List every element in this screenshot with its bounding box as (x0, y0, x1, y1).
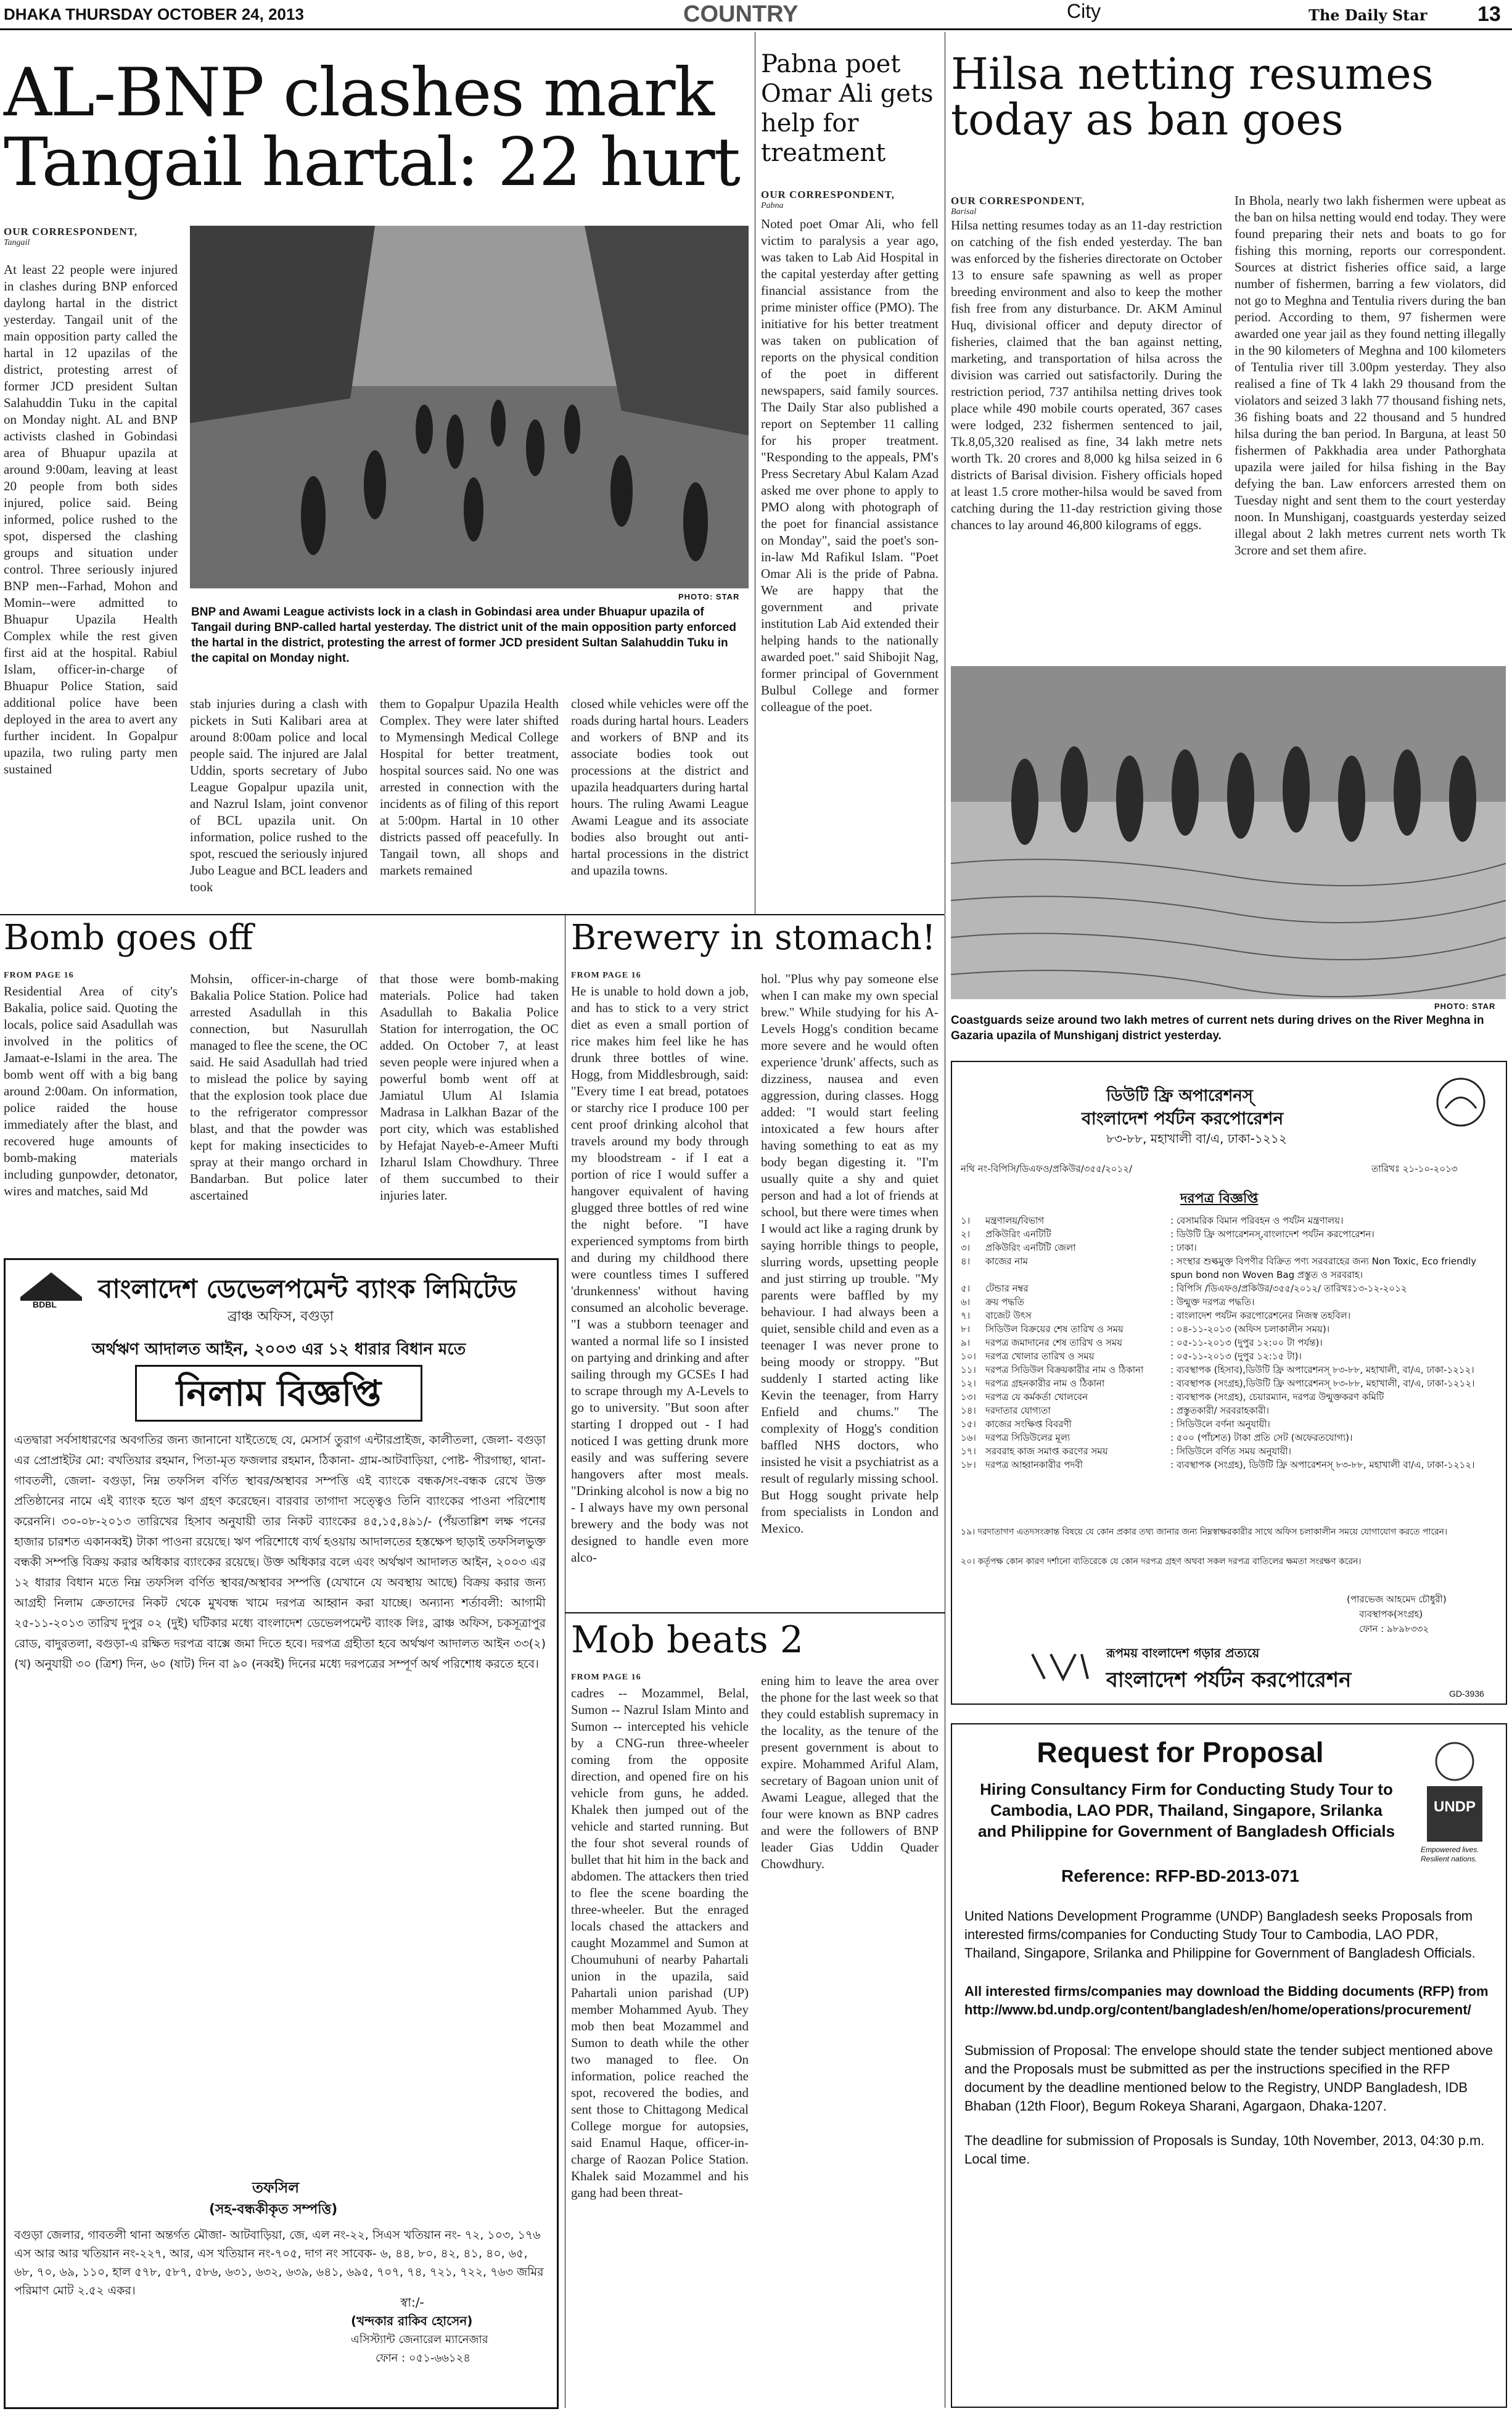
story1-col2: stab injuries during a clash with pickets in Suti Kalibari area at around 8:00am police and local people said. The injured are Jalal Uddin, sports secretary of Jubo League Gopalpur upazila unit, and Nazrul Islam, joint convenor of BCL upazila unit. On information, police rushed to the spot, rescued the seriously injured Jubo League and BCL leaders and took (190, 696, 368, 894)
story3-place: Barisal (951, 207, 977, 216)
tender-cell: দরদাতার যোগ্যতা (985, 1405, 1051, 1416)
tender-row (961, 1404, 1497, 1417)
tender-cell: : ব্যবস্থাপক (সংগ্রহ), চেয়ারম্যান, দরপত্র উন্মুক্তকরণ কমিটি (1170, 1391, 1384, 1403)
tender-cell: : বিপিসি /ডিএফও/প্রকিউর/৩৫৫/২০১২/ তারিখঃ১৩-১২-২০১২ (1170, 1283, 1407, 1294)
tender-cell: দরপত্র জমাদানের শেষ তারিখ ও সময় (985, 1337, 1123, 1348)
undp-rfp-ad (951, 1723, 1507, 2408)
story1-place: Tangail (4, 238, 30, 247)
tender-cell: ১৬। (961, 1432, 976, 1443)
undp-logo-text: UNDP (1433, 1798, 1476, 1815)
tender-row (961, 1241, 1497, 1254)
undp-para1: United Nations Development Programme (UNDP) Bangladesh seeks Proposals from interested firms/companies for Conducting Study Tour to Cambodia, LAO PDR, Thailand, Singapore, Srilanka and Philippine for Government of Bangladesh Officials. (964, 1908, 1476, 1961)
tender-cell: : ০৫-১১-২০১৩ (দুপুর ১২:১৫ টা)। (1170, 1351, 1302, 1362)
story3-byline (951, 195, 1198, 217)
bdbl-branch: ব্রাঞ্চ অফিস, বগুড়া (228, 1309, 334, 1324)
bdbl-sign: স্বা:/- (400, 2295, 424, 2310)
bdbl-auction-ad (4, 1258, 559, 2409)
story3-col1: Hilsa netting resumes today as an 11-day restriction on catching of the fish ended yesterday. The ban was enforced by the fisheries directorate on October 13 to ensure safe spawning as well as proper breeding environment and also to keep the mother fish free from any disturbance. Dr. AKM Aminul Huq, divisional officer and deputy director of fisheries, claimed that the ban against netting, marketing, and transportation of hilsa across the division was carried out satisfactorily. During the restriction period, 737 antihilsa netting drives took place while 490 mobile courts operated, 367 cases were lodged, 232 fishermen sentenced to jail, Tk.8,05,320 realised as fine, 34 lakh metre nets worth Tk. 20 crores and 8,000 kg hilsa seized in 6 districts of Barisal division. Fishery officials hoped at least 1.5 crore mother-hilsa would be saved from catching during the 11-day restriction giving those chances to lay around 46,800 kilograms of eggs. (951, 218, 1222, 532)
tender-cell: দরপত্র গ্রহনকারীর নাম ও ঠিকানা (985, 1378, 1105, 1389)
clash-scene-photo (190, 226, 749, 588)
tender-memo: নথি নং-বিপিসি/ডিএফও/প্রকিউর/৩৫৫/২০১২/ (961, 1163, 1133, 1174)
bdbl-body: এতদ্বারা সর্বসাধারণের অবগতির জন্য জানানো যাইতেছে যে, মেসার্স তুরাগ এন্টারপ্রাইজ, কালীতলা, জেলা- বগুড়া এর প্রোপ্রাইটর মো: বখতিয়ার রহমান, পিতা-মৃত ফজলার রহমান, ঠিকানা- গ্রাম-আটবাড়িয়া, পোষ্ট- পীরগাছা, থানা- গাবতলী, জেলা- বগুড়া, নিম্ন তফসিল বর্ণিত স্থাবর/অস্থাবর সম্পত্তি এই ব্যাংকে বন্ধক/সং-বন্ধক রেখে উক্ত প্রতিষ্ঠানের নামে এই ব্যাংক হতে ঋণ গ্রহণ করেছেন। বারবার তাগাদা সত্ত্বেও তিনি ব্যাংকের পাওনা পরিশোধ করেননি। ৩০-০৮-২০১৩ তারিখের হিসাব অনুযায়ী তার নিকট ব্যাংকের ৪৫,১৫,৪৯১/- (পঁয়তাল্লিশ লক্ষ পনের হাজার চারশত একানব্বই) টাকা পাওনা রয়েছে। ঋণ পরিশোধে ব্যর্থ হওয়ায় আদালতের হস্তক্ষেপ ছাড়াই তফসিলভুক্ত বন্ধকী সম্পত্তি বিক্রয় করার অধিকার ব্যাংকের রয়েছে। উক্ত অধিকার বলে এবং অর্থঋণ আদালত আইন, ২০০৩ এর ১২ ধারার বিধান মতে নিম্ন তফসিল বর্ণিত স্থাবর/অস্থাবর সম্পত্তি (যেখানে যে অবস্থায় আছে) বিক্রয় করার জন্য আগ্রহী নিলাম ক্রেতাদের নিকট থেকে মুখবন্ধ খামে দরপত্র আহ্বান করা যাচ্ছে। অন্যান্য শর্তাবলী: আগামী ২৫-১১-২০১৩ তারিখ দুপুর ০২ (দুই) ঘটিকার মধ্যে বাংলাদেশ ডেভেলপমেন্ট ব্যাংক লিঃ, ব্রাঞ্চ অফিস, চকসূত্রাপুর রোড, বাদুরতলা, বগুড়া-এ রক্ষিত দরপত্র বাক্সে জমা দিতে হবে। দরপত্র গ্রহীতা হবে অর্থঋণ আদালত আইন ৩৩(২)(খ) অনুযায়ী ৩০ (ত্রিশ) দিন, ৬০ (ষাট) দিন বা ৯০ (নব্বই) দিনের মধ্যে দরপত্রের সম্পূর্ণ অর্থ পরিশোধ করতে হবে। (14, 1433, 546, 1671)
story3-photo-credit: PHOTO: STAR (1434, 1002, 1496, 1011)
undp-para4: The deadline for submission of Proposals is Sunday, 10th November, 2013, 04:30 p.m. Local time. (964, 2133, 1485, 2167)
tender-row (961, 1363, 1497, 1377)
story1-byline (4, 226, 176, 248)
story1-photo (190, 226, 749, 588)
tender-cell: দরপত্র খোলার তারিখ ও সময় (985, 1351, 1095, 1362)
story4-from: FROM PAGE 16 (4, 971, 74, 980)
story5-col1: He is unable to hold down a job, and has to stick to a very strict diet as even a small portion of rice makes him feel like he has drunk three bottles of wine. Hogg, from Middlesbrough, said: "Every time I eat bread, potatoes or starchy rice I produce 100 per cent proof drinking alcohol that travels around my body through my bloodstream - if I eat a portion of rice I would suffer a hangover equivalent of having glugged three bottles of red wine the night before. "I have experienced symptoms from birth and during my childhood there were countless times I suffered 'drunkenness' without having consumed an alcoholic beverage. "I was a stubborn teenager and wanted a normal life so I insisted on partying and drinking and after sailing through my GCSEs I had to scrape through my A-Levels to go to university. "But soon after starting I dropped out - I had noticed I was getting drunk more easily and was suffering severe hangovers after most meals. "Drinking alcohol is now a big no - I always have my own personal brewery and the body was not designed to handle even more alco- (571, 984, 749, 1565)
page-number: 13 (1477, 2, 1501, 26)
tender-cell: : সিডিউলে বর্ণনা অনুযায়ী। (1170, 1419, 1270, 1430)
tender-cell: ক্রয় পদ্ধতি (985, 1296, 1024, 1308)
story3-photo (951, 666, 1506, 999)
story5-col2: hol. "Plus why pay someone else when I can make my own special brew." While studying for his A-Levels Hogg's condition became more severe and he would often experience 'drunk' affects, such as dizziness, nausea and even aggression, during classes. Hogg added: "I would start feeling intoxicated a few hours after having something to eat as my body began digesting it. "I'm usually quite a shy and quiet person and had a lot of friends at school, but there were times when I would act like a raging drunk by saying horrible things to people, slurring words, upsetting people and just stirring up trouble. "My parents were baffled by my behaviour. I had always been a quiet, sensible child and even as a teenager I was never prone to being moody or stroppy. "But suddenly I started acting like Kevin the teenager, from Harry Enfield and chums." The complexity of Hogg's condition baffled NHS doctors, who insisted he visit a psychiatrist as a result of regularly missing school. But Hogg sought private help from specialists in London and Mexico. (761, 971, 939, 1536)
undp-title: Request for Proposal (1037, 1736, 1324, 1768)
story6-headline: Mob beats 2 (571, 1618, 803, 1662)
story1-photo-credit: PHOTO: STAR (678, 592, 740, 601)
tender-notice: দরপত্র বিজ্ঞপ্তি (1180, 1191, 1259, 1206)
tender-row (961, 1254, 1497, 1282)
tender-cell: সরবরাহ কাজ সমাপ্ত করণের সময় (985, 1446, 1108, 1457)
story3-headline: Hilsa netting resumes today as ban goes (951, 49, 1434, 145)
bpc-logo (1026, 1648, 1094, 1685)
tender-row (961, 1431, 1497, 1444)
tender-cell: ৯। (961, 1337, 971, 1348)
tender-cell: ১৭। (961, 1446, 976, 1457)
paper-name: The Daily Star (1309, 6, 1428, 24)
tender-cell: ৮। (961, 1324, 971, 1335)
tender-cell: ১১। (961, 1364, 976, 1375)
bdbl-bank-name: বাংলাদেশ ডেভেলপমেন্ট ব্যাংক লিমিটেড (98, 1274, 517, 1304)
tender-cell: : বাংলাদেশ পর্যটন করপোরেশনের নিজস্ব তহবিল। (1170, 1310, 1351, 1321)
bdbl-phone: ফোন : ০৫১-৬৬১২৪ (376, 2352, 470, 2365)
tender-cell: : ঢাকা। (1170, 1242, 1197, 1253)
tender-cell: ৬। (961, 1296, 971, 1308)
undp-para3: Submission of Proposal: The envelope should state the tender subject mentioned above and the Proposals must be submitted as per the instructions specified in the RFP document by the deadline mentioned below to the Registry, UNDP Bangladesh, IDB Bhaban (12th Floor), Begum Rokeya Sharani, Agargaon, Dhaka-1207. (964, 2043, 1493, 2114)
bdbl-logo (14, 1266, 88, 1309)
tender-cell: ৫। (961, 1283, 971, 1294)
tender-cell: : বেসামরিক বিমান পরিবহন ও পর্যটন মন্ত্রণালয়। (1170, 1215, 1344, 1226)
tender-cell: ৩। (961, 1242, 971, 1253)
tender-cell: কাজের সংক্ষিপ্ত বিবরণী (985, 1419, 1072, 1430)
tender-cell: দরপত্র আহ্বানকারীর পদবী (985, 1459, 1083, 1470)
tender-row (961, 1309, 1497, 1322)
tender-row (961, 1458, 1497, 1472)
story1-caption: BNP and Awami League activists lock in a clash in Gobindasi area under Bhuapur upazila of Tangail during BNP-called hartal yesterday. The district unit of the main opposition party enforced the hartal in the district, protesting the arrest of former JCD president Sultan Salahuddin Tuku in the capital on Monday night. (191, 606, 736, 665)
story1-col1: At least 22 people were injured in clashes during BNP enforced daylong hartal in the district yesterday. Tangail unit of the main opposition party called the hartal in 12 upazilas of the district, protesting arrest of former JCD president Sultan Salahuddin Tuku in the capital on Monday night. AL and BNP activists clashed in Gobindasi area of Bhuapur upazila at around 9:00am, leaving at least 20 people from both sides injured, police said. Being informed, police rushed to the spot, dispersed the clashing groups and situation under control. Three seriously injured BNP men--Farhad, Mohon and Momin--were admitted to Bhuapur Upazila Health Complex while the rest given first aid at the hospital. Rabiul Islam, officer-in-charge of Bhuapur Police Station, said additional police have been deployed in the area to avert any further incident. In Gopalpur upazila, two ruling party men sustained (4, 262, 178, 777)
story4-col3: that those were bomb-making materials. Police had taken Asadullah to Bakalia Police Station for interrogation, the OC added. On October 7, at least seven people were injured when a powerful bomb went off at Jamiatul Ulum Al Islamia Madrasa in Lalkhan Bazar of the port city, which was established by Hefajat Nayeb-e-Ameer Mufti Izharul Islam Chowdhury. Three of them succumbed to their injuries later. (380, 971, 559, 1203)
tender-cell: মন্ত্রণালয়/বিভাগ (985, 1215, 1045, 1226)
un-emblem-icon (1421, 1737, 1489, 1842)
tender-cell: : সিডিউলে বর্ণিত সময় অনুযায়ী। (1170, 1446, 1292, 1457)
tender-row (961, 1444, 1497, 1458)
story3-byline-text: OUR CORRESPONDENT, (951, 195, 1085, 207)
parjatan-logo (1427, 1074, 1495, 1130)
story1-headline: AL-BNP clashes mark Tangail hartal: 22 hurt (4, 54, 740, 202)
city-label: City (1067, 0, 1101, 22)
tender-row (961, 1322, 1497, 1336)
story4-headline: Bomb goes off (4, 918, 253, 958)
masthead (0, 0, 1512, 31)
story2-byline (761, 189, 946, 211)
story4-col2: Mohsin, officer-in-charge of Bakalia Police Station. Police had arrested Asadullah in this connection, but Nasurullah managed to flee the scene, the OC said. He said Asadullah had tried to mislead the police by saying that the explosion took place due to the refrigerator compressor blast, and that the powder was kept for making insecticides to spray at their mango orchard in Bandarban. But police later ascertained (190, 971, 368, 1203)
story3-col2: In Bhola, nearly two lakh fishermen were upbeat as the ban on hilsa netting would end today. They were found preparing their nets and boats to go for fishing this morning, reports our correspondent. Sources at district fisheries office said, a large number of fishermen, barring a few violators, did not go to Meghna and Tentulia rivers during the ban period. According to them, 97 fishermen were awarded one year jail as they found netting illegally in the 90 kilometers of Meghna and 100 kilometers of Tentulia river till 3.00pm yesterday. They also realised a fine of Tk 4 lakh 29 thousand from the violators and seized 3 lakh 77 thousand fishing nets, 36 fishing boats and 22 thousand and 5 hundred hilsa during the ban period. In Barguna, at least 50 fishermen of Pakkhadia area under Pathorghata upazila were jailed for hilsa fishing in the Bay defying the ban. Law enforcers arrested them on Tuesday night and sent them to the court yesterday noon. In Munshiganj, coastguards yesterday seized illegal about 2 lakh metres current nets worth Tk 3crore and set them afire. (1235, 193, 1506, 558)
tender-row (961, 1336, 1497, 1349)
tender-row (961, 1349, 1497, 1363)
tender-cell: টেন্ডার নম্বর (985, 1283, 1029, 1294)
bdbl-schedule: বগুড়া জেলার, গাবতলী থানা অন্তর্গত মৌজা- আটবাড়িয়া, জে, এল নং-২২, সিএস খতিয়ান নং- ৭২, ১০৩, ১৭৬ এস আর আর খতিয়ান নং-২২৭, আর, এস খতিয়ান নং-৭০৫, দাগ নং সাবেক- ৬, ৪৪, ৮০, ৪২, ৪১, ৪০, ৬৫, ৬৮, ৭০, ৬৯, ১১০, হাল ৫৭৮, ৫৮৭, ৫৮৬, ৬৩১, ৬৩২, ৬৩৯, ৬৪১, ৬৯৫, ৭০৭, ৭৪, ৭২১, ৭২২, ৭৬৩ জমির পরিমাণ মোট ২.৫২ একর। (14, 2228, 544, 2297)
tender-footer-org: বাংলাদেশ পর্যটন করপোরেশন (1106, 1668, 1352, 1692)
tender-cell: ১০। (961, 1351, 976, 1362)
tender-title: ডিউটি ফ্রি অপারেশনস্ (1106, 1087, 1253, 1105)
bdbl-logo-text: BDBL (33, 1300, 57, 1309)
tender-cell: দরপত্র যে কর্মকর্তা খোলবেন (985, 1391, 1088, 1403)
story5-headline: Brewery in stomach! (571, 918, 936, 958)
tender-cell: : ব্যবস্থাপক (সংগ্রহ), ডিউটি ফ্রি অপারেশনস্ ৮৩-৮৮, মহাখালী বা/এ, ঢাকা-১২১২। (1170, 1459, 1475, 1470)
tender-cell: বাজেট উৎস (985, 1310, 1032, 1321)
fishing-nets-photo (951, 666, 1506, 999)
story1-col4: closed while vehicles were off the roads during hartal hours. Leaders and workers of BNP and its associate bodies took out processions at the district and upazila headquarters during hartal hours. The ruling Awami League Awami League and its associate bodies also brought out anti-hartal processions in the district and upazila towns. (571, 696, 749, 878)
tender-cell: দরপত্র সিডিউল বিক্রয়কারীর নাম ও ঠিকানা (985, 1364, 1144, 1375)
story5-from: FROM PAGE 16 (571, 971, 641, 980)
tender-cell: : ৫০০ (পাঁচশত) টাকা প্রতি সেট (অফেরতযোগ্য)। (1170, 1432, 1353, 1443)
tender-phone: ফোন : ৯৮৯৮৩৩২ (1359, 1623, 1429, 1634)
tender-cell: ১৪। (961, 1405, 976, 1416)
bdbl-signer: (খন্দকার রাকিব হোসেন) (351, 2313, 473, 2328)
bpc-logo-icon (1026, 1648, 1094, 1685)
tender-cell: ১৩। (961, 1391, 976, 1403)
tender-cell: : ০৪-১১-২০১৩ (অফিস চলাকালীন সময়)। (1170, 1324, 1330, 1335)
tender-row (961, 1214, 1497, 1227)
parjatan-logo-icon (1427, 1074, 1495, 1130)
undp-para2[interactable]: All interested firms/companies may download the Bidding documents (RFP) from http://www.bd.undp.org/content/bangladesh/en/home/operations/procurement/ (964, 1984, 1489, 2017)
tender-cell: দরপত্র সিডিউলের মূল্য (985, 1432, 1070, 1443)
tender-address: ৮৩-৮৮, মহাখালী বা/এ, ঢাকা-১২১২ (1106, 1131, 1287, 1146)
story6-col1: cadres -- Mozammel, Belal, Sumon -- Nazrul Islam Minto and Sumon -- intercepted his vehicle by a CNG-run three-wheeler coming from the opposite direction, and opened fire on his vehicle from guns, he added. Khalek then jumped out of the vehicle and started running. But the four shot several rounds of bullet that hit him in the back and abdomen. The attackers then tried to flee the scene boarding the three-wheeler. But the enraged locals chased the attackers and caught Mozammel and Sumon at Choumuhuni of nearby Pahartali union in the upazila, said Pahartali union parishad (UP) member Mohammed Ayub. They mob then beat Mozammel and Sumon to death while the other two managed to flee. On information, police reached the spot, recovered the bodies, and sent those to Chittagong Medical College morgue for autopsies, said Enamul Haque, officer-in-charge of Raozan Police Station. Khalek said Mozammel and his gang had been threat- (571, 1686, 749, 2200)
story6-col2: ening him to leave the area over the phone for the last week so that they could establish supremacy in the locality, as the tenure of the present government is about to expire. Mohammed Ariful Alam, secretary of Bagoan union unit of Awami League, alleged that the four were known as BNP cadres and were the followers of BNP leader Gias Uddin Quader Chowdhury. (761, 1673, 939, 1871)
tender-cell: ১৫। (961, 1419, 976, 1430)
bdbl-schedule-sub: (সহ-বন্ধকীকৃত সম্পত্তি) (209, 2202, 338, 2217)
undp-subtitle: Hiring Consultancy Firm for Conducting Study Tour to Cambodia, LAO PDR, Thailand, Singapore, Srilanka and Philippine for Government of Bangladesh Officials (977, 1780, 1395, 1840)
story2-byline-text: OUR CORRESPONDENT, (761, 189, 895, 200)
tender-cell: ২। (961, 1229, 971, 1240)
tender-cell: : উন্মুক্ত দরপত্র পদ্ধতি। (1170, 1296, 1255, 1308)
undp-logo-tag: Empowered lives. Resilient nations. (1421, 1845, 1479, 1863)
story3-caption: Coastguards seize around two lakh metres of current nets during drives on the River Meghna in Gazaria upazila of Munshiganj district yesterday. (951, 1014, 1484, 1042)
tender-cell: : ০৫-১১-২০১৩ (দুপুর ১২:০০ টা পর্যন্ত)। (1170, 1337, 1323, 1348)
tender-tagline: রূপময় বাংলাদেশ গড়ার প্রত্যয়ে (1106, 1646, 1260, 1660)
bdbl-title: নিলাম বিজ্ঞপ্তি (135, 1365, 422, 1422)
section-label: COUNTRY (683, 1, 799, 27)
story4-col1: Residential Area of city's Bakalia, police said. Quoting the locals, police said Asadullah was involved in the politics of Jamaat-e-Islami in the area. The bomb went off with a big bang around 2:00am. On information, police raided the house immediately after the blast, and recovered huge amounts of bomb-making materials including gunpowder, detonator, wires and matches, said Md (4, 984, 178, 1198)
story2-body: Noted poet Omar Ali, who fell victim to paralysis a year ago, was taken to Lab Aid Hospital in the capital yesterday after getting financial assistance from the prime minister office (PMO). The initiative for his better treatment was taken on publication of reports on the physical condition of the poet in different newspapers, said family sources. The Daily Star also published a report on September 11 calling for his proper treatment. "Responding to the appeals, PM's Press Secretary Abul Kalam Azad asked me over phone to apply to PMO along with photograph of the poet for financial assistance on Monday", said the poet's son-in-law Md Rafikul Islam. "Poet Omar Ali is the pride of Pabna. We are happy that the government and private institution Lab Aid extended their helping hands to the nationally awarded poet." said Shibojit Nag, former principal of Government Bulbul College and former colleague of the poet. (761, 216, 939, 714)
undp-reference: Reference: RFP-BD-2013-071 (1061, 1866, 1299, 1885)
tender-row (961, 1377, 1497, 1390)
tender-cell: : সংস্থার শুল্কমুক্ত বিপণীর বিক্রিত পণ্য সরবরাহের জন্য Non Toxic, Eco friendly spun bond non Woven Bag প্রস্তুত ও সরবরাহ। (1170, 1256, 1477, 1280)
tender-cell: ১৮। (961, 1459, 976, 1470)
tender-table (961, 1214, 1497, 1522)
tender-cell: : ব্যবস্থাপক (সংগ্রহ),ডিউটি ফ্রি অপারেশনস্ ৮৩-৮৮, মহাখালী, বা/এ, ঢাকা-১২১২। (1170, 1378, 1475, 1389)
story2-headline: Pabna poet Omar Ali gets help for treatment (761, 50, 934, 167)
tender-gd: GD-3936 (1449, 1689, 1484, 1699)
undp-logo (1421, 1737, 1489, 1879)
tender-cell: ৭। (961, 1310, 971, 1321)
tender-row (961, 1390, 1497, 1404)
tender-note2: ২০। কর্তৃপক্ষ কোন কারণ দর্শানো ব্যতিরেকে যে কোন দরপত্র গ্রহণ অথবা সকল দরপত্র বাতিলের ক্ষমতা সংরক্ষণ করেন। (961, 1557, 1362, 1567)
tender-ad (951, 1061, 1507, 1705)
dateline: DHAKA THURSDAY OCTOBER 24, 2013 (4, 5, 304, 23)
tender-designation: ব্যবস্থাপক(সংগ্রহ) (1359, 1609, 1423, 1620)
bdbl-schedule-title: তফসিল (252, 2179, 300, 2196)
tender-cell: প্রকিউরিং এনটিটি জেলা (985, 1242, 1076, 1253)
tender-signer: (পারভেজ আহমেদ চৌধুরী) (1347, 1594, 1447, 1605)
tender-cell: ৪। (961, 1256, 971, 1267)
story1-col3: them to Gopalpur Upazila Health Complex. They were later shifted to Mymensingh Medical College Hospital for better treatment, hospital sources said. No one was arrested in connection with the incidents as of filing of this report at 5:00pm. Hartal in 10 other districts passed off peacefully. In Tangail town, all shops and markets remained (380, 696, 559, 878)
tender-row (961, 1282, 1497, 1295)
tender-cell: : ডিউটি ফ্রি অপারেশনস্,বাংলাদেশ পর্যটন করপোরেশন। (1170, 1229, 1374, 1240)
bdbl-designation: এসিস্ট্যান্ট জেনারেল ম্যানেজার (351, 2333, 488, 2346)
bdbl-law: অর্থঋণ আদালত আইন, ২০০৩ এর ১২ ধারার বিধান মতে (92, 1340, 466, 1359)
tender-org: বাংলাদেশ পর্যটন করপোরেশন (1082, 1108, 1284, 1129)
horizontal-rule-1 (0, 914, 945, 915)
tender-date: তারিখঃ ২১-১০-২০১৩ (1371, 1163, 1458, 1174)
tender-cell: ১২। (961, 1378, 976, 1389)
tender-cell: প্রকিউরিং এনটিটি (985, 1229, 1051, 1240)
masthead-rule (0, 28, 1512, 30)
tender-row (961, 1227, 1497, 1241)
tender-cell: ১। (961, 1215, 971, 1226)
tender-cell: কাজের নাম (985, 1256, 1028, 1267)
tender-cell: : ব্যবস্থাপক (হিসাব),ডিউটি ফ্রি অপারেশনস্ ৮৩-৮৮, মহাখালী, বা/এ, ঢাকা-১২১২। (1170, 1364, 1474, 1375)
story1-byline-text: OUR CORRESPONDENT, (4, 226, 138, 237)
tender-cell: সিডিউল বিক্রয়ের শেষ তারিখ ও সময় (985, 1324, 1124, 1335)
tender-cell: : প্রস্তুতকারী/ সরবরাহকারী। (1170, 1405, 1270, 1416)
story6-from: FROM PAGE 16 (571, 1673, 641, 1682)
story2-place: Pabna (761, 201, 784, 210)
tender-row (961, 1417, 1497, 1431)
horizontal-rule-2 (565, 1612, 945, 1613)
tender-row (961, 1295, 1497, 1309)
tender-note1: ১৯। দরদাতাগণ এতদসংক্রান্ত বিষয়ে যে কোন প্রকার তথ্য জানার জন্য নিম্নস্বাক্ষরকারীর সাথে অফিস চলাকালীন সময়ে যোগাযোগ করতে পারেন। (961, 1527, 1448, 1537)
